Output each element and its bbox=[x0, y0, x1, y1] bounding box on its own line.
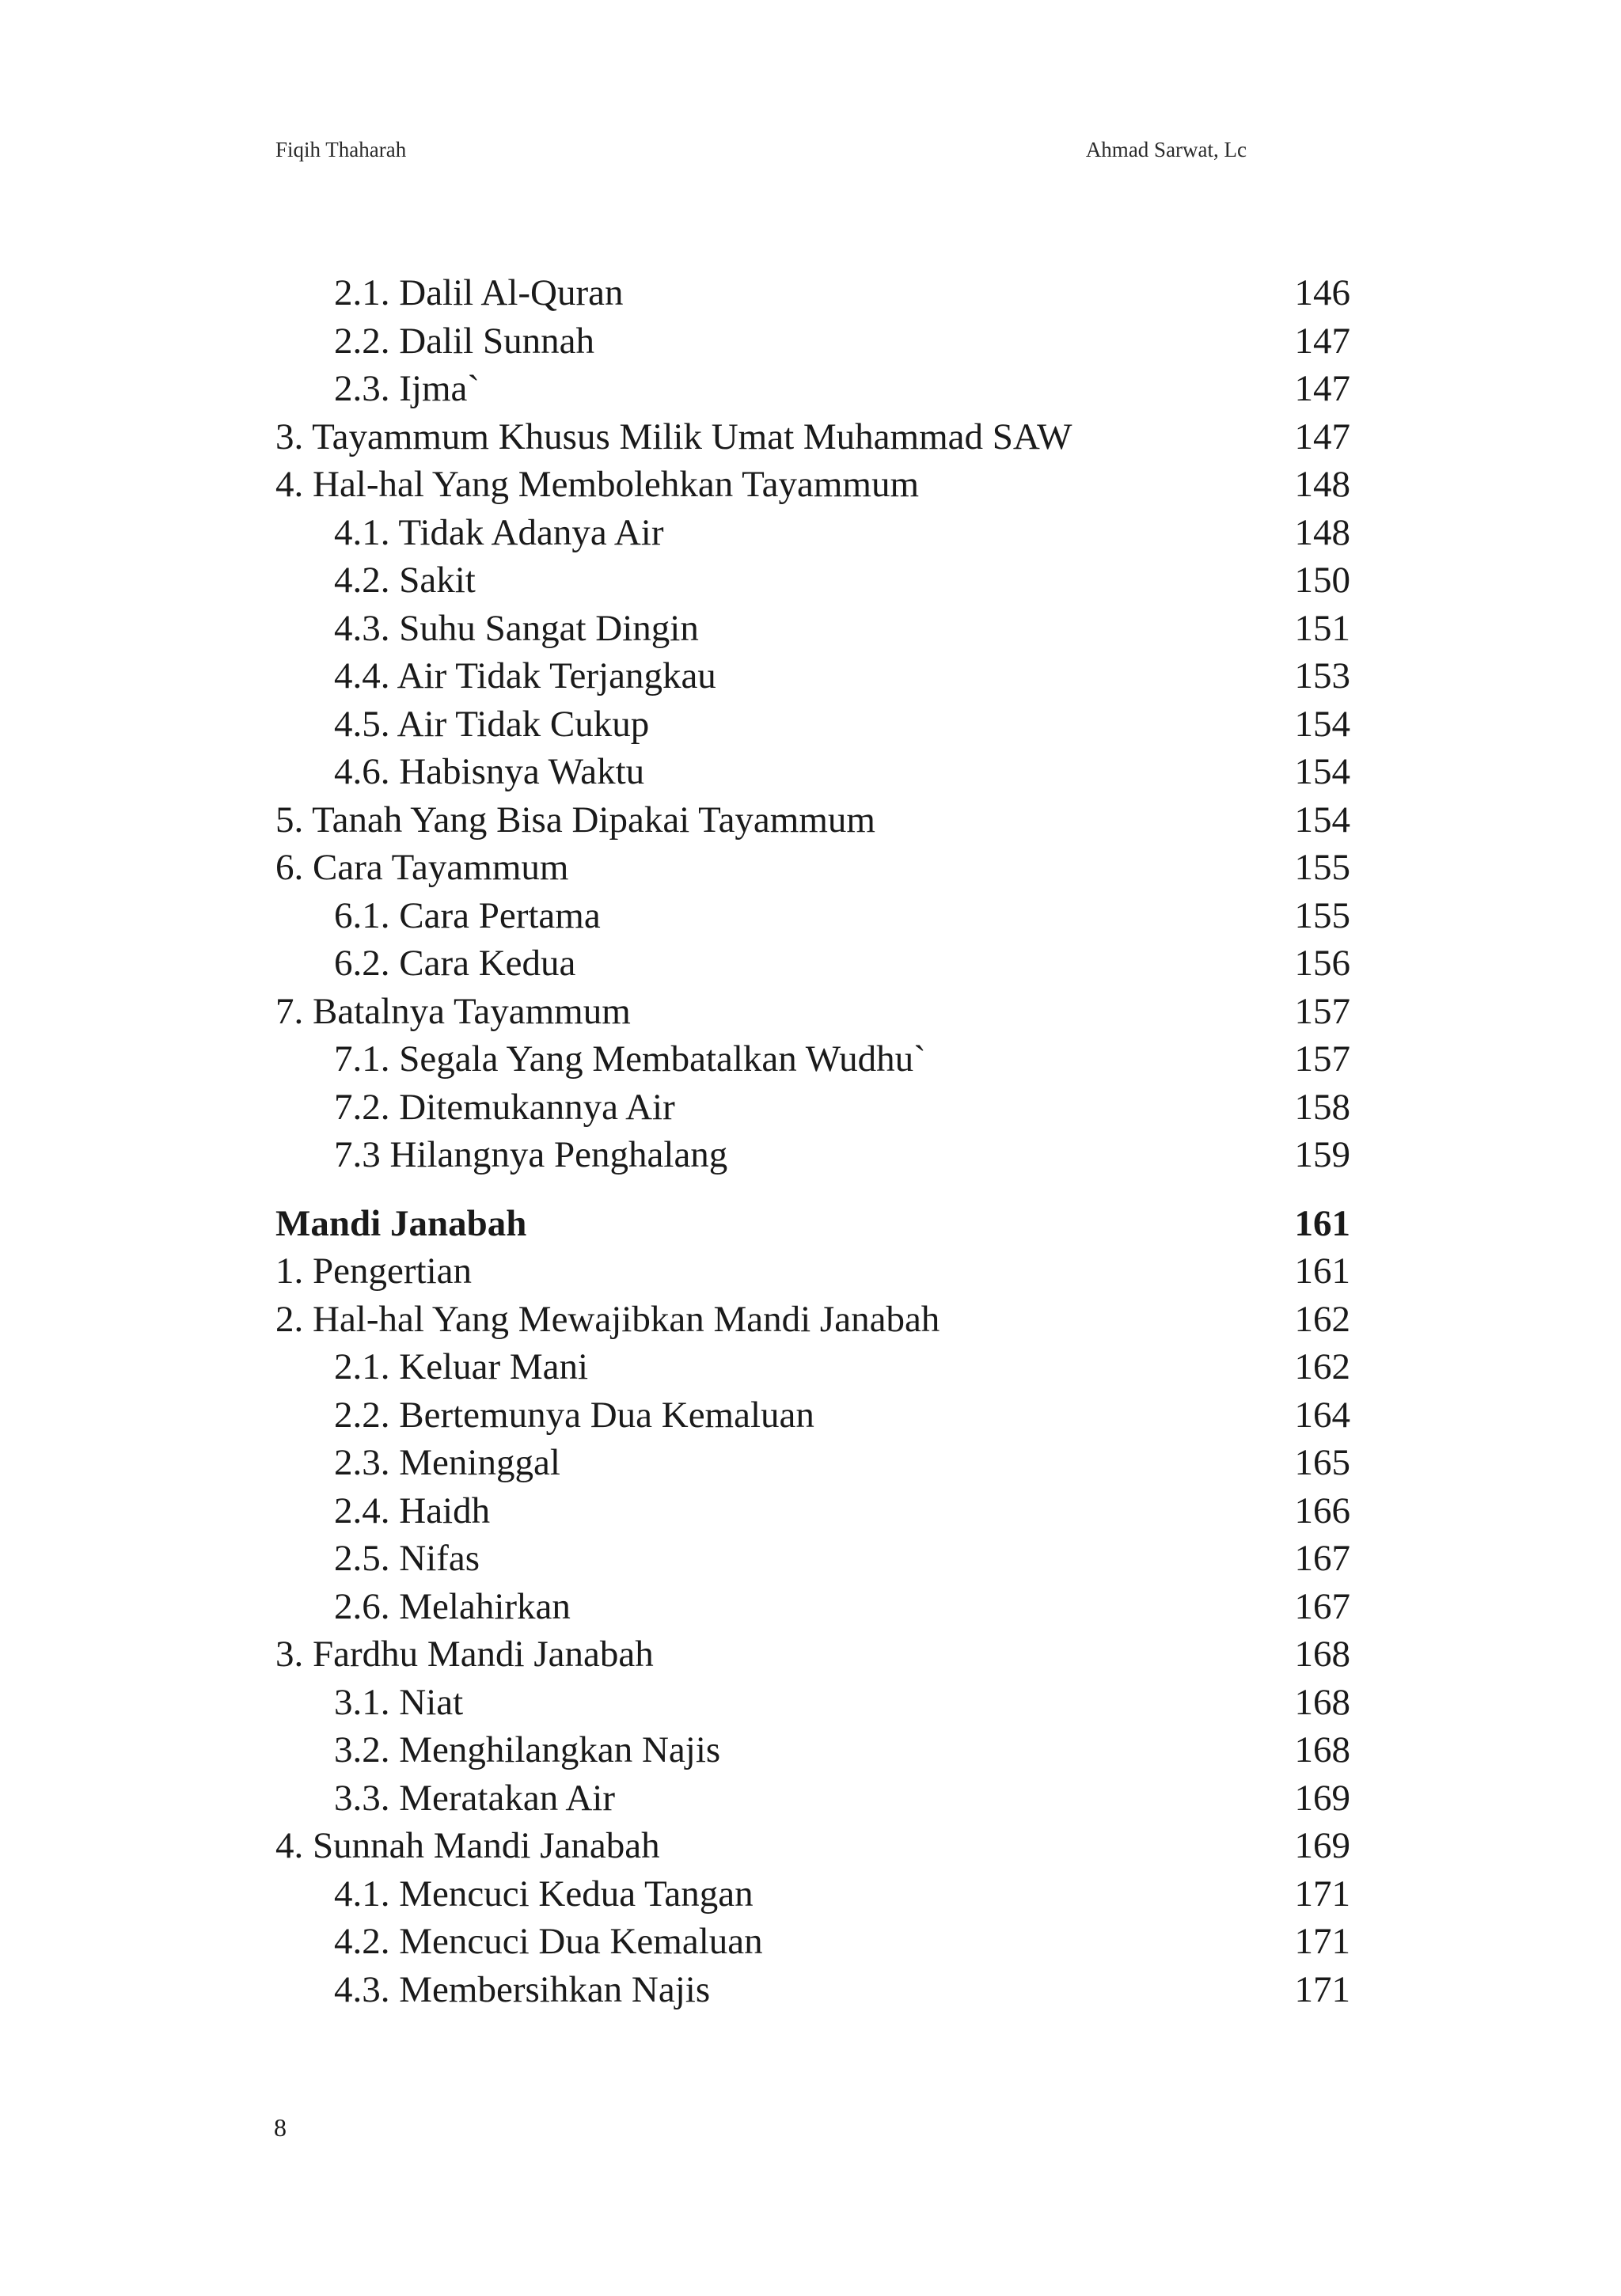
toc-row bbox=[275, 1247, 1350, 1296]
toc-entry-title: 4.5. Air Tidak Cukup bbox=[334, 703, 650, 745]
toc-row bbox=[275, 605, 1350, 653]
toc-row bbox=[275, 1487, 1350, 1535]
toc-row bbox=[275, 1083, 1350, 1132]
toc-row bbox=[275, 556, 1350, 605]
toc-entry-title: 3.1. Niat bbox=[334, 1681, 464, 1723]
toc-entry-title: 2.3. Ijma` bbox=[334, 368, 480, 409]
toc-entry-page: 167 bbox=[1294, 1538, 1350, 1579]
toc-entry-page: 169 bbox=[1294, 1825, 1350, 1866]
toc-row bbox=[275, 269, 1350, 317]
toc-entry-title: 7.2. Ditemukannya Air bbox=[334, 1086, 675, 1128]
toc-entry-page: 157 bbox=[1294, 990, 1350, 1032]
toc-row bbox=[275, 1131, 1350, 1179]
toc-row bbox=[275, 939, 1350, 988]
toc-row bbox=[275, 1035, 1350, 1083]
toc-entry-title: 6.1. Cara Pertama bbox=[334, 894, 601, 936]
toc-entry-title: 7.1. Segala Yang Membatalkan Wudhu` bbox=[334, 1038, 926, 1080]
toc-entry-title: 2.2. Dalil Sunnah bbox=[334, 320, 594, 362]
toc-entry-page: 154 bbox=[1294, 751, 1350, 792]
toc-row bbox=[275, 365, 1350, 413]
toc-entry-title: 2.5. Nifas bbox=[334, 1538, 480, 1579]
toc-chapter-row bbox=[275, 1200, 1350, 1248]
toc-row bbox=[275, 844, 1350, 892]
toc-entry-page: 171 bbox=[1294, 1968, 1350, 2010]
toc-row bbox=[275, 1439, 1350, 1487]
toc-entry-page: 148 bbox=[1294, 464, 1350, 505]
toc-entry-page: 171 bbox=[1294, 1873, 1350, 1915]
toc-entry-page: 159 bbox=[1294, 1134, 1350, 1175]
toc-row bbox=[275, 1535, 1350, 1583]
author-name: Ahmad Sarwat, Lc bbox=[1085, 138, 1247, 161]
toc-entry-title: 5. Tanah Yang Bisa Dipakai Tayammum bbox=[275, 799, 875, 841]
toc-row bbox=[275, 413, 1350, 461]
toc-row bbox=[275, 796, 1350, 844]
running-header bbox=[275, 138, 1247, 169]
toc-entry-title: 2.1. Dalil Al-Quran bbox=[334, 272, 624, 313]
toc-entry-page: 153 bbox=[1294, 655, 1350, 696]
toc-entry-page: 148 bbox=[1294, 511, 1350, 553]
toc-entry-title: 3.3. Meratakan Air bbox=[334, 1777, 616, 1819]
toc-row bbox=[275, 748, 1350, 796]
toc-entry-title: 4.1. Mencuci Kedua Tangan bbox=[334, 1873, 754, 1915]
toc-entry-page: 157 bbox=[1294, 1038, 1350, 1080]
toc-entry-page: 147 bbox=[1294, 416, 1350, 457]
toc-entry-title: 7.3 Hilangnya Penghalang bbox=[334, 1134, 728, 1175]
toc-row bbox=[275, 1630, 1350, 1679]
toc-row bbox=[275, 1391, 1350, 1440]
toc-entry-page: 155 bbox=[1294, 847, 1350, 888]
toc-row bbox=[275, 1774, 1350, 1823]
toc-entry-page: 154 bbox=[1294, 799, 1350, 841]
toc-row bbox=[275, 892, 1350, 940]
toc-entry-page: 166 bbox=[1294, 1490, 1350, 1531]
toc-entry-title: Mandi Janabah bbox=[275, 1202, 527, 1244]
toc-entry-page: 165 bbox=[1294, 1442, 1350, 1483]
toc-entry-page: 167 bbox=[1294, 1585, 1350, 1627]
toc-row bbox=[275, 1343, 1350, 1391]
toc-entry-title: 4. Sunnah Mandi Janabah bbox=[275, 1825, 660, 1866]
toc-entry-page: 154 bbox=[1294, 703, 1350, 745]
toc-entry-page: 168 bbox=[1294, 1634, 1350, 1675]
toc-entry-page: 151 bbox=[1294, 607, 1350, 649]
toc-entry-title: 4.4. Air Tidak Terjangkau bbox=[334, 655, 716, 696]
toc-entry-page: 164 bbox=[1294, 1394, 1350, 1436]
toc-row bbox=[275, 1583, 1350, 1631]
toc-row bbox=[275, 1966, 1350, 2014]
toc-entry-title: 2. Hal-hal Yang Mewajibkan Mandi Janabah bbox=[275, 1298, 940, 1340]
toc-entry-title: 7. Batalnya Tayammum bbox=[275, 990, 631, 1032]
toc-entry-page: 161 bbox=[1294, 1250, 1350, 1292]
toc-entry-title: 2.6. Melahirkan bbox=[334, 1585, 571, 1627]
toc-entry-page: 150 bbox=[1294, 560, 1350, 601]
toc-entry-title: 2.4. Haidh bbox=[334, 1490, 491, 1531]
toc-entry-title: 4.6. Habisnya Waktu bbox=[334, 751, 645, 792]
toc-row bbox=[275, 988, 1350, 1036]
toc-entry-title: 2.1. Keluar Mani bbox=[334, 1346, 589, 1387]
toc-entry-page: 171 bbox=[1294, 1921, 1350, 1962]
toc-entry-page: 155 bbox=[1294, 894, 1350, 936]
toc-entry-title: 4.2. Sakit bbox=[334, 560, 476, 601]
toc-entry-title: 1. Pengertian bbox=[275, 1250, 472, 1292]
toc-row bbox=[275, 1726, 1350, 1774]
toc-row bbox=[275, 1918, 1350, 1966]
toc-entry-title: 3. Tayammum Khusus Milik Umat Muhammad SAW bbox=[275, 416, 1072, 457]
table-of-contents bbox=[275, 269, 1350, 2013]
book-title: Fiqih Thaharah bbox=[275, 138, 407, 161]
toc-entry-title: 6. Cara Tayammum bbox=[275, 847, 569, 888]
toc-entry-page: 168 bbox=[1294, 1729, 1350, 1770]
page-number: 8 bbox=[274, 2113, 287, 2142]
toc-row bbox=[275, 1296, 1350, 1344]
toc-row bbox=[275, 461, 1350, 509]
toc-entry-page: 161 bbox=[1294, 1202, 1350, 1244]
toc-entry-page: 162 bbox=[1294, 1346, 1350, 1387]
toc-entry-title: 2.2. Bertemunya Dua Kemaluan bbox=[334, 1394, 814, 1436]
toc-entry-title: 6.2. Cara Kedua bbox=[334, 943, 576, 984]
toc-entry-title: 3.2. Menghilangkan Najis bbox=[334, 1729, 721, 1770]
toc-entry-title: 2.3. Meninggal bbox=[334, 1442, 560, 1483]
toc-entry-title: 4.3. Membersihkan Najis bbox=[334, 1968, 711, 2010]
toc-entry-page: 162 bbox=[1294, 1298, 1350, 1340]
toc-entry-page: 146 bbox=[1294, 272, 1350, 313]
toc-entry-title: 4.3. Suhu Sangat Dingin bbox=[334, 607, 699, 649]
toc-entry-page: 147 bbox=[1294, 320, 1350, 362]
toc-row bbox=[275, 700, 1350, 749]
toc-row bbox=[275, 509, 1350, 557]
toc-entry-page: 147 bbox=[1294, 368, 1350, 409]
toc-entry-page: 156 bbox=[1294, 943, 1350, 984]
toc-entry-title: 3. Fardhu Mandi Janabah bbox=[275, 1634, 654, 1675]
toc-row bbox=[275, 652, 1350, 700]
toc-row bbox=[275, 1822, 1350, 1870]
toc-entry-title: 4. Hal-hal Yang Membolehkan Tayammum bbox=[275, 464, 919, 505]
toc-entry-page: 168 bbox=[1294, 1681, 1350, 1723]
toc-row bbox=[275, 1870, 1350, 1918]
toc-row bbox=[275, 317, 1350, 366]
toc-entry-title: 4.1. Tidak Adanya Air bbox=[334, 511, 664, 553]
toc-entry-title: 4.2. Mencuci Dua Kemaluan bbox=[334, 1921, 763, 1962]
toc-row bbox=[275, 1679, 1350, 1727]
toc-entry-page: 158 bbox=[1294, 1086, 1350, 1128]
toc-entry-page: 169 bbox=[1294, 1777, 1350, 1819]
